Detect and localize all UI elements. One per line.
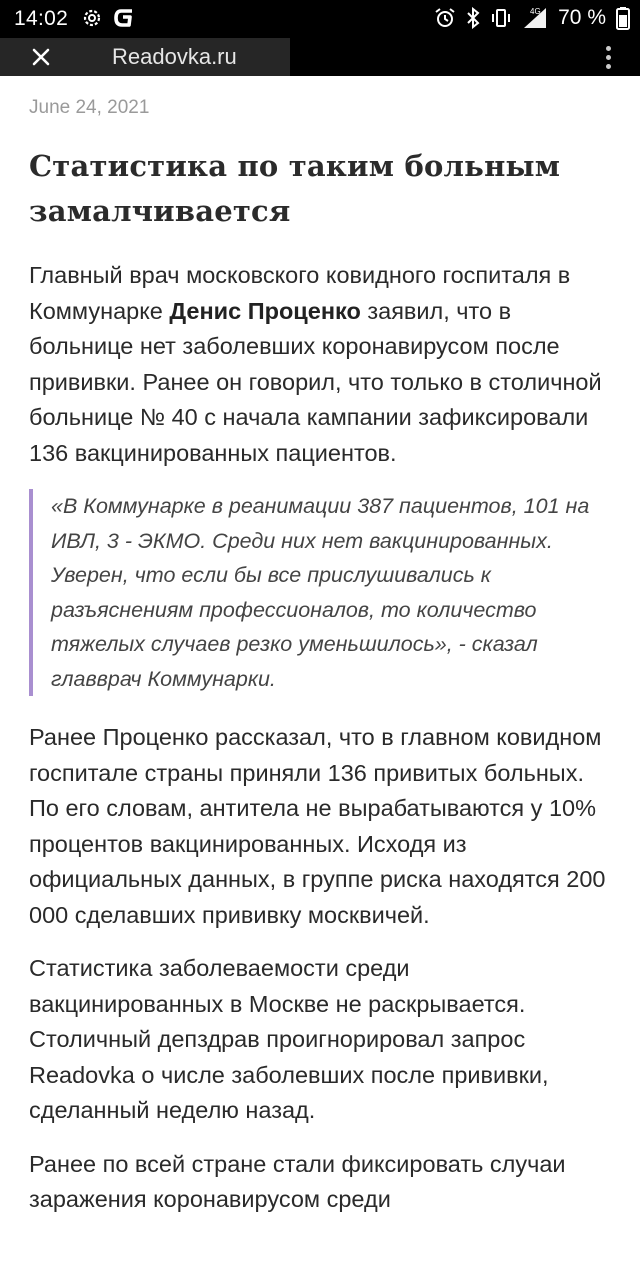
- close-icon: [31, 47, 51, 67]
- vibrate-icon: [490, 7, 512, 29]
- status-time: 14:02: [14, 7, 69, 30]
- article-headline: Статистика по таким больным замалчивается: [29, 149, 561, 228]
- brand-g-icon: [112, 7, 136, 29]
- paragraph-3: Статистика заболеваемости среди вакцинированных в Москве не раскрывается. Столичный депздрав проигнорировал запрос Readovka о числе заболевших после прививки, сделанный неделю назад.: [29, 955, 549, 1123]
- status-bar: [0, 0, 640, 38]
- more-vert-dot: [606, 64, 611, 69]
- alarm-icon: [434, 7, 456, 29]
- more-menu-button[interactable]: [596, 42, 620, 72]
- close-button[interactable]: [22, 40, 60, 74]
- browser-toolbar: [0, 38, 640, 76]
- settings-gear-icon: [80, 6, 104, 30]
- site-title: Readovka.ru: [112, 44, 237, 69]
- article-date: June 24, 2021: [29, 97, 150, 118]
- network-type-label: 4G: [530, 7, 541, 16]
- signal-icon: [522, 6, 548, 30]
- more-vert-dot: [606, 55, 611, 60]
- article: [29, 94, 609, 1236]
- status-left-icons: [80, 6, 136, 30]
- paragraph-4: Ранее по всей стране стали фиксировать случаи заражения коронавирусом среди: [29, 1150, 566, 1212]
- paragraph-2: Ранее Проценко рассказал, что в главном ковидном госпитале страны приняли 136 привитых больных. По его словам, антитела не вырабатываются у 10% процентов вакцинированных. Исходя из официальных данных, в группе риска находятся 200 000 сделавших прививку москвичей.: [29, 724, 606, 928]
- battery-icon: [616, 6, 630, 30]
- paragraph-1-end: заявил, что в больнице нет заболевших коронавирусом после прививки. Ранее он говорил, что только в столичной больнице № 40 с начала кампании зафиксировали 136 вакцинированных пациентов.: [29, 297, 602, 466]
- quote-block: «В Коммунарке в реанимации 387 пациентов, 101 на ИВЛ, 3 - ЭКМО. Среди них нет вакцинированных. Уверен, что если бы все прислушивались к разъяснениям профессионалов, то количество тяжелых случаев резко уменьшилось», - сказал главврач Коммунарки.: [29, 489, 609, 696]
- battery-percentage: 70 %: [558, 6, 606, 29]
- status-right-group: [434, 6, 630, 30]
- paragraph-1-start: Главный врач московского ковидного госпиталя в Коммунарке: [29, 262, 571, 324]
- more-vert-icon: [606, 46, 611, 51]
- paragraph-1: [29, 258, 609, 471]
- bluetooth-icon: [466, 7, 480, 29]
- person-name: Денис Проценко: [169, 297, 361, 324]
